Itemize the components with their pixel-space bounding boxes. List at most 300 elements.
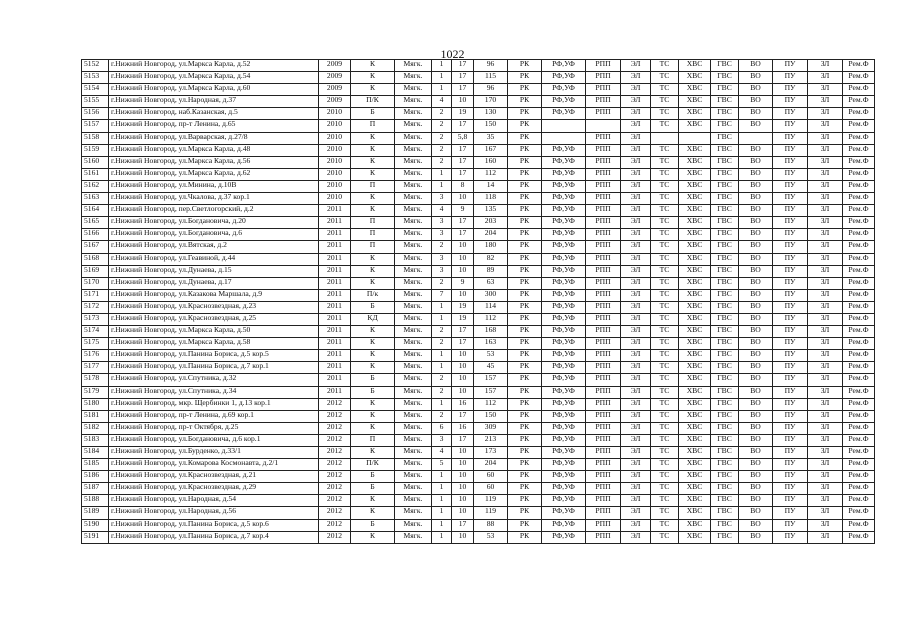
table-cell: РФ,УФ (542, 422, 586, 434)
table-row (82, 531, 875, 543)
row-number-cell: 5157 (82, 120, 109, 132)
table-cell: К (351, 507, 395, 519)
table-row (82, 447, 875, 459)
table-cell: РК (508, 422, 542, 434)
table-row (82, 434, 875, 446)
table-cell: ЭЛ (621, 313, 651, 325)
table-row (82, 180, 875, 192)
table-cell: РПП (586, 72, 621, 84)
table-cell: 10 (452, 193, 474, 205)
row-number-cell: 5166 (82, 229, 109, 241)
row-number-cell: 5152 (82, 60, 109, 72)
row-number-cell: 5170 (82, 277, 109, 289)
table-cell: РПП (586, 132, 621, 144)
table-cell: 118 (474, 193, 508, 205)
table-cell: Рем.Ф (843, 72, 875, 84)
table-cell: 96 (474, 84, 508, 96)
table-cell: Мягк. (395, 507, 432, 519)
table-cell: РК (508, 168, 542, 180)
table-cell: ТС (651, 459, 679, 471)
table-cell: ЗЛ (808, 374, 843, 386)
table-cell: ГВС (711, 168, 739, 180)
table-cell: ТС (651, 84, 679, 96)
table-cell: РПП (586, 205, 621, 217)
table-cell: ЗЛ (808, 193, 843, 205)
table-cell: ХВС (679, 434, 711, 446)
table-cell: ВО (739, 507, 773, 519)
table-cell: 2012 (319, 447, 351, 459)
table-cell: ВО (739, 168, 773, 180)
table-cell: ВО (739, 350, 773, 362)
table-cell: Мягк. (395, 350, 432, 362)
table-row (82, 507, 875, 519)
table-cell: 16 (452, 422, 474, 434)
table-cell: Рем.Ф (843, 410, 875, 422)
table-cell: ЗЛ (808, 434, 843, 446)
table-cell: ЗЛ (808, 265, 843, 277)
row-number-cell: 5172 (82, 301, 109, 313)
table-cell: РК (508, 326, 542, 338)
table-cell: К (351, 60, 395, 72)
table-cell: ТС (651, 374, 679, 386)
table-cell: ЗЛ (808, 217, 843, 229)
table-cell: РФ,УФ (542, 362, 586, 374)
table-cell: ЭЛ (621, 447, 651, 459)
table-cell: Мягк. (395, 144, 432, 156)
row-number-cell: 5185 (82, 459, 109, 471)
table-cell: 89 (474, 265, 508, 277)
table-cell: К (351, 338, 395, 350)
table-cell: ХВС (679, 398, 711, 410)
table-cell: ЭЛ (621, 229, 651, 241)
table-cell: ВО (739, 120, 773, 132)
table-row (82, 241, 875, 253)
table-cell: 2012 (319, 531, 351, 543)
table-cell: РК (508, 205, 542, 217)
table-cell: ЭЛ (621, 459, 651, 471)
table-cell: ХВС (679, 60, 711, 72)
table-cell: К (351, 277, 395, 289)
table-cell: 96 (474, 60, 508, 72)
table-cell: ТС (651, 217, 679, 229)
table-cell: ГВС (711, 108, 739, 120)
table-cell: Б (351, 108, 395, 120)
table-cell: ТС (651, 410, 679, 422)
table-row (82, 374, 875, 386)
table-cell: РПП (586, 301, 621, 313)
table-cell: РПП (586, 483, 621, 495)
table-cell: РФ,УФ (542, 180, 586, 192)
table-cell: ПУ (773, 265, 808, 277)
table-cell: 1 (432, 313, 452, 325)
table-cell: 2011 (319, 362, 351, 374)
address-cell: г.Нижний Новгород, ул.Дунаева, д.15 (109, 265, 319, 277)
table-cell: ГВС (711, 495, 739, 507)
table-cell: ПУ (773, 168, 808, 180)
table-cell: 2010 (319, 168, 351, 180)
table-row (82, 459, 875, 471)
table-cell: 2011 (319, 253, 351, 265)
table-cell: ГВС (711, 289, 739, 301)
table-cell: 53 (474, 531, 508, 543)
table-body (82, 60, 875, 544)
table-cell: Мягк. (395, 265, 432, 277)
table-cell: 10 (452, 241, 474, 253)
table-cell: ПУ (773, 60, 808, 72)
row-number-cell: 5191 (82, 531, 109, 543)
table-cell: РФ,УФ (542, 338, 586, 350)
table-cell: ВО (739, 301, 773, 313)
table-cell: Мягк. (395, 410, 432, 422)
table-cell: Рем.Ф (843, 289, 875, 301)
table-cell: ПУ (773, 193, 808, 205)
table-cell: ХВС (679, 507, 711, 519)
row-number-cell: 5161 (82, 168, 109, 180)
table-cell: ТС (651, 386, 679, 398)
table-cell: 2 (432, 241, 452, 253)
row-number-cell: 5171 (82, 289, 109, 301)
table-cell: 53 (474, 350, 508, 362)
table-cell: П (351, 217, 395, 229)
table-cell: П (351, 180, 395, 192)
row-number-cell: 5168 (82, 253, 109, 265)
table-cell: Мягк. (395, 326, 432, 338)
table-cell: ТС (651, 241, 679, 253)
table-row (82, 338, 875, 350)
table-cell: Рем.Ф (843, 168, 875, 180)
table-cell: 2011 (319, 301, 351, 313)
table-cell: ТС (651, 519, 679, 531)
table-cell: ЗЛ (808, 326, 843, 338)
table-cell: 2011 (319, 241, 351, 253)
table-cell: 3 (432, 217, 452, 229)
table-cell: РФ,УФ (542, 313, 586, 325)
table-cell: РК (508, 410, 542, 422)
table-cell: 8 (452, 180, 474, 192)
table-cell: К (351, 410, 395, 422)
table-cell: Мягк. (395, 229, 432, 241)
table-cell: 163 (474, 338, 508, 350)
table-cell: Мягк. (395, 120, 432, 132)
table-cell: Мягк. (395, 398, 432, 410)
table-cell: ТС (651, 180, 679, 192)
table-cell: РК (508, 434, 542, 446)
table-cell (542, 132, 586, 144)
table-cell: Рем.Ф (843, 338, 875, 350)
table-cell: ЗЛ (808, 338, 843, 350)
table-cell: ГВС (711, 483, 739, 495)
table-cell: ВО (739, 531, 773, 543)
table-cell: ГВС (711, 374, 739, 386)
table-cell: ЭЛ (621, 156, 651, 168)
table-row (82, 277, 875, 289)
table-cell: 1 (432, 72, 452, 84)
table-cell: 204 (474, 459, 508, 471)
table-cell: РПП (586, 84, 621, 96)
table-cell: РК (508, 483, 542, 495)
address-cell: г.Нижний Новгород, пр-т Октября, д.25 (109, 422, 319, 434)
table-cell: ЗЛ (808, 96, 843, 108)
table-cell: Рем.Ф (843, 108, 875, 120)
table-cell: 2 (432, 326, 452, 338)
table-cell: РК (508, 459, 542, 471)
row-number-cell: 5177 (82, 362, 109, 374)
table-cell: ЗЛ (808, 205, 843, 217)
table-cell: ЭЛ (621, 350, 651, 362)
table-cell: ГВС (711, 265, 739, 277)
address-cell: г.Нижний Новгород, ул.Казакова Маршала, д.9 (109, 289, 319, 301)
table-cell: 3 (432, 253, 452, 265)
table-cell: РФ,УФ (542, 168, 586, 180)
table-cell: 2011 (319, 205, 351, 217)
table-cell: Мягк. (395, 519, 432, 531)
table-cell: ГВС (711, 132, 739, 144)
table-cell: Мягк. (395, 217, 432, 229)
table-row (82, 362, 875, 374)
table-cell: 2012 (319, 507, 351, 519)
table-cell: ГВС (711, 422, 739, 434)
table-cell: ЭЛ (621, 205, 651, 217)
address-cell: г.Нижний Новгород, ул.Краснозвездная, д.21 (109, 471, 319, 483)
address-cell: г.Нижний Новгород, пер.Светлогорский, д.2 (109, 205, 319, 217)
table-cell: Мягк. (395, 386, 432, 398)
table-cell: Рем.Ф (843, 301, 875, 313)
table-cell: П/К (351, 96, 395, 108)
table-cell: РК (508, 447, 542, 459)
table-cell: ХВС (679, 483, 711, 495)
table-cell: ТС (651, 301, 679, 313)
address-cell: г.Нижний Новгород, ул.Маркса Карла, д.62 (109, 168, 319, 180)
table-cell: РПП (586, 229, 621, 241)
row-number-cell: 5163 (82, 193, 109, 205)
table-cell: ЗЛ (808, 229, 843, 241)
address-cell: г.Нижний Новгород, пр-т Ленина, д.65 (109, 120, 319, 132)
table-cell: ТС (651, 168, 679, 180)
table-cell: ТС (651, 289, 679, 301)
table-cell: 114 (474, 301, 508, 313)
table-cell: Рем.Ф (843, 471, 875, 483)
row-number-cell: 5186 (82, 471, 109, 483)
table-cell: Мягк. (395, 313, 432, 325)
address-cell: г.Нижний Новгород, ул.Народная, д.54 (109, 495, 319, 507)
table-cell: 10 (452, 96, 474, 108)
table-cell: ЗЛ (808, 289, 843, 301)
table-row (82, 301, 875, 313)
table-row (82, 398, 875, 410)
table-row (82, 471, 875, 483)
table-cell: РПП (586, 507, 621, 519)
table-cell: ГВС (711, 447, 739, 459)
table-cell: 10 (452, 507, 474, 519)
table-cell: ХВС (679, 410, 711, 422)
table-cell: ВО (739, 374, 773, 386)
row-number-cell: 5159 (82, 144, 109, 156)
table-cell: ЭЛ (621, 60, 651, 72)
table-cell: Мягк. (395, 531, 432, 543)
address-cell: г.Нижний Новгород, ул.Маркса Карла, д.54 (109, 72, 319, 84)
table-cell: ПУ (773, 386, 808, 398)
table-cell: РПП (586, 277, 621, 289)
table-cell: 1 (432, 398, 452, 410)
table-cell: 2012 (319, 471, 351, 483)
table-cell: ХВС (679, 326, 711, 338)
table-cell: ВО (739, 338, 773, 350)
table-cell: Рем.Ф (843, 253, 875, 265)
table-cell: Б (351, 386, 395, 398)
table-cell: РК (508, 289, 542, 301)
table-cell: ЗЛ (808, 362, 843, 374)
table-cell: 2 (432, 120, 452, 132)
table-cell: 1 (432, 471, 452, 483)
table-cell: ГВС (711, 398, 739, 410)
table-cell: 173 (474, 447, 508, 459)
table-row (82, 84, 875, 96)
table-cell: К (351, 422, 395, 434)
table-cell: Рем.Ф (843, 531, 875, 543)
table-row (82, 483, 875, 495)
address-cell: г.Нижний Новгород, ул.Панина Бориса, д.7 кор.1 (109, 362, 319, 374)
table-cell: ГВС (711, 531, 739, 543)
table-cell: ВО (739, 96, 773, 108)
table-cell: Б (351, 519, 395, 531)
table-cell: 112 (474, 313, 508, 325)
table-cell: 10 (452, 265, 474, 277)
table-cell: ТС (651, 108, 679, 120)
table-cell: ТС (651, 326, 679, 338)
table-cell: ПУ (773, 374, 808, 386)
table-cell: РПП (586, 519, 621, 531)
table-cell: 2011 (319, 326, 351, 338)
table-cell: ХВС (679, 217, 711, 229)
table-cell: ПУ (773, 362, 808, 374)
table-row (82, 96, 875, 108)
table-cell: Рем.Ф (843, 265, 875, 277)
row-number-cell: 5160 (82, 156, 109, 168)
table-cell: ГВС (711, 96, 739, 108)
table-cell: ГВС (711, 217, 739, 229)
table-cell: ЗЛ (808, 386, 843, 398)
table-cell: РФ,УФ (542, 96, 586, 108)
table-cell: 5 (432, 459, 452, 471)
table-cell: 3 (432, 434, 452, 446)
table-cell: Мягк. (395, 338, 432, 350)
table-cell: 309 (474, 422, 508, 434)
table-cell: ГВС (711, 386, 739, 398)
table-cell: Мягк. (395, 156, 432, 168)
table-cell: ХВС (679, 362, 711, 374)
table-cell: ЗЛ (808, 398, 843, 410)
table-cell: РК (508, 217, 542, 229)
table-cell: ПУ (773, 72, 808, 84)
table-cell: Рем.Ф (843, 386, 875, 398)
table-cell: ВО (739, 313, 773, 325)
address-cell: г.Нижний Новгород, ул.Геавиной, д.44 (109, 253, 319, 265)
table-cell: 1 (432, 519, 452, 531)
table-cell: ХВС (679, 205, 711, 217)
table-cell: ПУ (773, 84, 808, 96)
table-cell: РК (508, 350, 542, 362)
table-cell: Рем.Ф (843, 326, 875, 338)
table-cell: РПП (586, 180, 621, 192)
table-cell: ГВС (711, 144, 739, 156)
table-cell: ЗЛ (808, 253, 843, 265)
table-cell: ХВС (679, 289, 711, 301)
table-cell: П/К (351, 459, 395, 471)
table-cell: 17 (452, 144, 474, 156)
table-cell: РФ,УФ (542, 265, 586, 277)
table-cell: ГВС (711, 72, 739, 84)
table-cell: Рем.Ф (843, 241, 875, 253)
table-cell: РК (508, 338, 542, 350)
table-cell: РФ,УФ (542, 495, 586, 507)
table-cell: ВО (739, 277, 773, 289)
table-cell: Мягк. (395, 168, 432, 180)
row-number-cell: 5175 (82, 338, 109, 350)
table-cell: ТС (651, 422, 679, 434)
table-cell: Рем.Ф (843, 96, 875, 108)
table-row (82, 495, 875, 507)
address-cell: г.Нижний Новгород, ул.Спутника, д.32 (109, 374, 319, 386)
table-cell: 2 (432, 386, 452, 398)
table-cell: 2 (432, 144, 452, 156)
table-cell: 130 (474, 108, 508, 120)
table-cell: ВО (739, 60, 773, 72)
table-cell: ВО (739, 398, 773, 410)
table-cell: ТС (651, 205, 679, 217)
table-cell: К (351, 72, 395, 84)
table-cell: ВО (739, 265, 773, 277)
address-cell: г.Нижний Новгород, ул.Богдановича, д.6 кор.1 (109, 434, 319, 446)
table-cell: Мягк. (395, 434, 432, 446)
table-cell: 14 (474, 180, 508, 192)
table-cell: Рем.Ф (843, 483, 875, 495)
table-cell: ЗЛ (808, 60, 843, 72)
table-cell: ТС (651, 120, 679, 132)
table-cell: ЗЛ (808, 156, 843, 168)
address-cell: г.Нижний Новгород, ул.Краснозвездная, д.25 (109, 313, 319, 325)
table-cell: ЭЛ (621, 180, 651, 192)
table-cell (651, 132, 679, 144)
address-cell: г.Нижний Новгород, ул.Маркса Карла, д.52 (109, 60, 319, 72)
table-cell: 17 (452, 434, 474, 446)
table-cell: ГВС (711, 471, 739, 483)
table-cell: 2010 (319, 193, 351, 205)
address-cell: г.Нижний Новгород, ул.Варварская, д.27/8 (109, 132, 319, 144)
table-cell: 2 (432, 277, 452, 289)
table-cell: 17 (452, 60, 474, 72)
table-cell: ХВС (679, 180, 711, 192)
table-cell: ГВС (711, 313, 739, 325)
table-cell: Рем.Ф (843, 144, 875, 156)
table-cell: 2 (432, 156, 452, 168)
table-cell: ГВС (711, 241, 739, 253)
table-cell: ПУ (773, 326, 808, 338)
table-cell: 10 (452, 459, 474, 471)
table-cell: ХВС (679, 459, 711, 471)
table-row (82, 120, 875, 132)
table-cell: РФ,УФ (542, 398, 586, 410)
table-cell: К (351, 531, 395, 543)
table-cell: Б (351, 301, 395, 313)
table-cell: Мягк. (395, 132, 432, 144)
table-cell: ТС (651, 229, 679, 241)
table-cell: ЭЛ (621, 120, 651, 132)
table-cell: 2011 (319, 229, 351, 241)
table-cell: ХВС (679, 313, 711, 325)
table-cell: РФ,УФ (542, 229, 586, 241)
table-cell: РФ,УФ (542, 447, 586, 459)
table-cell: РФ,УФ (542, 531, 586, 543)
